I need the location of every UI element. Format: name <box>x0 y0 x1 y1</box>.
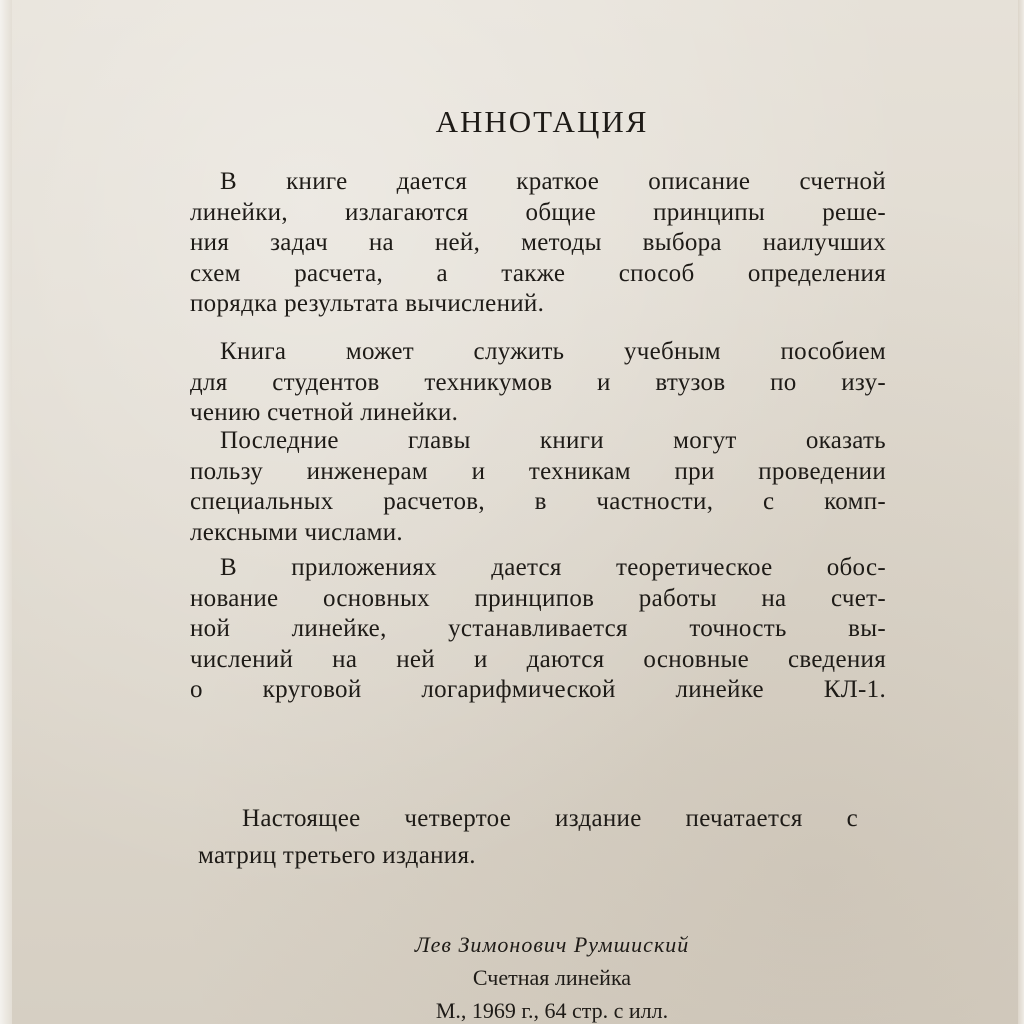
text-line: лексными числами. <box>190 518 403 546</box>
page-right-edge <box>1018 0 1024 1024</box>
imprint-block <box>0 928 1024 1024</box>
text-line: для студентов техникумов и втузов по изу- <box>190 368 886 396</box>
text-line: чению счетной линейки. <box>190 399 459 426</box>
text-line: числений на ней и даются основные сведения <box>190 645 886 673</box>
text-line: линейки, излагаются общие принципы реше- <box>190 198 886 226</box>
text-line: В приложениях дается теоретическое обос- <box>220 554 886 581</box>
page-heading: АННОТАЦИЯ <box>435 104 649 139</box>
text-line: пользу инженерам и техникам при проведении <box>190 457 886 485</box>
text-line: Последние главы книги могут оказать <box>220 427 886 454</box>
text-line: ния задач на ней, методы выбора наилучших <box>190 229 886 256</box>
text-line: Настоящее четвертое издание печатается с <box>242 805 858 832</box>
text-line: специальных расчетов, в частности, с комп- <box>190 488 886 515</box>
text-line: нование основных принципов работы на счет- <box>190 584 886 612</box>
text-line: о круговой логарифмической линейке КЛ-1. <box>190 676 886 703</box>
annotation-paragraph-3 <box>190 426 886 548</box>
edition-note <box>198 800 858 874</box>
page-left-edge <box>0 0 12 1024</box>
text-line: В книге дается краткое описание счетной <box>220 168 886 195</box>
annotation-paragraph-4 <box>190 553 886 706</box>
author-name: Лев Зимонович Румшиский <box>414 932 690 957</box>
text-line: ной линейке, устанавливается точность вы- <box>190 615 886 642</box>
publication-details: М., 1969 г., 64 стр. с илл. <box>435 998 669 1023</box>
text-line: матриц третьего издания. <box>198 842 476 869</box>
annotation-paragraph-1 <box>190 167 886 320</box>
book-title: Счетная линейка <box>472 965 632 990</box>
annotation-paragraph-2 <box>190 337 886 429</box>
text-line: схем расчета, а также способ определения <box>190 259 886 287</box>
text-line: Книга может служить учебным пособием <box>220 338 886 365</box>
text-line: порядка результата вычислений. <box>190 290 545 317</box>
